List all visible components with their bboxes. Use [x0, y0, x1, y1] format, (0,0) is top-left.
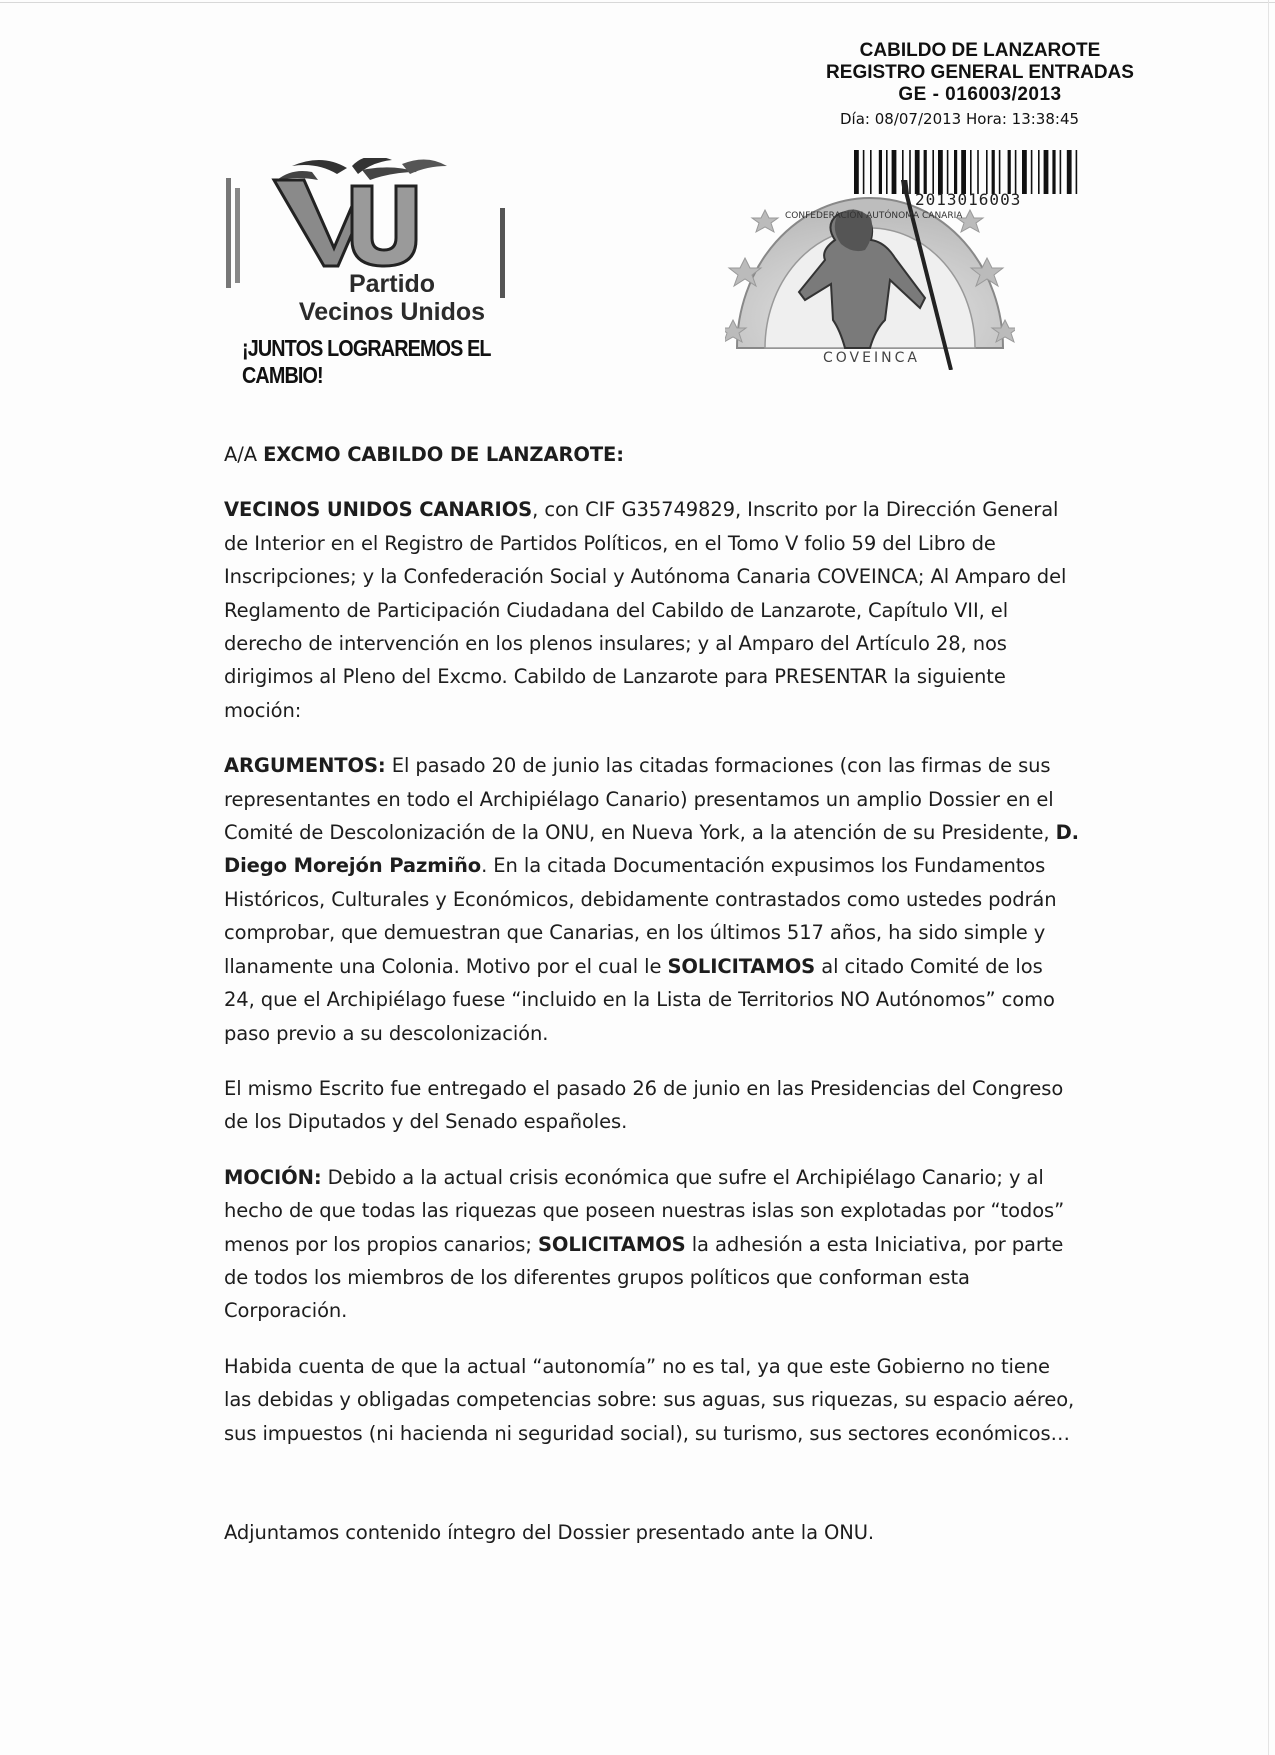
paragraph-argumentos	[224, 749, 1079, 1050]
intro-bold: VECINOS UNIDOS CANARIOS	[224, 498, 533, 522]
paragraph-adjuntamos: Adjuntamos contenido íntegro del Dossier presentado ante la ONU.	[224, 1520, 875, 1544]
addressee-line	[224, 438, 1079, 471]
barcode-bar	[1044, 150, 1049, 194]
mocion-label: MOCIÓN:	[224, 1165, 322, 1189]
mocion-text-a: Debido a la actual crisis económica que sufre el Archipiélago Canario; y al hecho de que todas las riquezas que poseen nuestras islas son explotadas por “todos” menos por los propios canarios;	[224, 1165, 1065, 1256]
argumentos-verb: SOLICITAMOS	[667, 954, 816, 978]
barcode-bar	[1015, 150, 1017, 194]
emblem-bottom-text: COVEINCA	[823, 350, 920, 366]
party-name	[272, 270, 512, 326]
barcode-bar	[1038, 150, 1040, 194]
paragraph-autonomia: Habida cuenta de que la actual “autonomía” no es tal, ya que este Gobierno no tiene las debidas y obligadas competencias sobre: sus aguas, sus riquezas, su espacio aéreo, sus impuestos (ni hacienda ni seguridad social), su turismo, sus sectores económicos…	[224, 1354, 1075, 1445]
party-name-line1: Partido	[348, 270, 436, 298]
party-name-line2: Vecinos Unidos	[298, 298, 486, 326]
barcode-bar	[1076, 150, 1078, 194]
mocion-text-b: la adhesión a esta Iniciativa, por parte de todos los miembros de los diferentes grupos políticos que conforman esta Corporación.	[224, 1232, 1064, 1323]
argumentos-text-c: al citado Comité de los 24, que el Archipiélago fuese “incluido en la Lista de Territorios NO Autónomos” como paso previo a su descolonización.	[224, 954, 1055, 1045]
paragraph-escrito: El mismo Escrito fue entregado el pasado 26 de junio en las Presidencias del Congreso de los Diputados y del Senado españoles.	[224, 1076, 1064, 1134]
argumentos-name: D. Diego Morejón Pazmiño	[224, 821, 1079, 878]
emblem-ring-text: CONFEDERACIÓN AUTÓNOMA CANARIA	[785, 211, 963, 221]
mocion-verb: SOLICITAMOS	[537, 1232, 686, 1256]
barcode-bar	[1060, 150, 1062, 194]
stamp-entry-number: GE - 016003/2013	[898, 84, 1062, 105]
barcode-bar	[1067, 150, 1072, 194]
argumentos-text-a: El pasado 20 de junio las citadas formaciones (con las firmas de sus representantes en todo el Archipiélago Canario) presentamos un amplio Dossier en el Comité de Descolonización de la ONU, en Nueva York, a la atención de su Presidente,	[224, 754, 1056, 845]
paragraph-mocion	[224, 1161, 1079, 1328]
argumentos-text-b: . En la citada Documentación expusimos los Fundamentos Históricos, Culturales y Económicos, debidamente contrastados como ustedes podrán comprobar, que demuestran que Canarias, en los últimos 517 años, ha sido simple y llanamente una Colonia. Motivo por el cual le	[224, 854, 1057, 978]
intro-text: , con CIF G35749829, Inscrito por la Dirección General de Interior en el Registro de Partidos Políticos, en el Tomo V folio 59 del Libro de Inscripciones; y la Confederación Social y Autónoma Canaria COVEINCA; Al Amparo del Reglamento de Participación Ciudadana del Cabildo de Lanzarote, Capítulo VII, el derecho de intervención en los plenos insulares; y al Amparo del Artículo 28, nos dirigimos al Pleno del Excmo. Cabildo de Lanzarote para PRESENTAR la siguiente moción:	[224, 498, 1067, 722]
side-url-text-icon	[222, 178, 244, 288]
stamp-time: 13:38:45	[1011, 110, 1080, 128]
paragraph-intro	[224, 493, 1079, 727]
guanche-warrior-emblem-icon	[725, 180, 1015, 370]
party-slogan: ¡JUNTOS LOGRAREMOS EL CAMBIO!	[242, 335, 491, 388]
barcode-number: 2013016003	[915, 190, 1022, 209]
barcode-bar	[1022, 150, 1027, 194]
letter-body	[224, 438, 1079, 1549]
stamp-datetime	[790, 109, 1170, 129]
stamp-time-label: Hora:	[966, 110, 1007, 128]
argumentos-label: ARGUMENTOS:	[224, 754, 386, 778]
scan-edge-top	[0, 2, 1275, 3]
addressee: EXCMO CABILDO DE LANZAROTE:	[263, 443, 624, 466]
stamp-date: 08/07/2013	[874, 110, 962, 128]
registry-stamp	[790, 40, 1170, 129]
scan-edge-right	[1268, 0, 1269, 1755]
barcode-bar	[1052, 150, 1055, 194]
stamp-date-label: Día:	[840, 110, 870, 128]
stamp-institution: CABILDO DE LANZAROTE	[859, 40, 1101, 61]
party-logo	[222, 158, 532, 388]
palm-vu-logo-icon	[252, 158, 462, 270]
barcode-bar	[1031, 150, 1033, 194]
addressee-prefix: A/A	[224, 443, 264, 466]
stamp-registry: REGISTRO GENERAL ENTRADAS	[826, 62, 1134, 83]
